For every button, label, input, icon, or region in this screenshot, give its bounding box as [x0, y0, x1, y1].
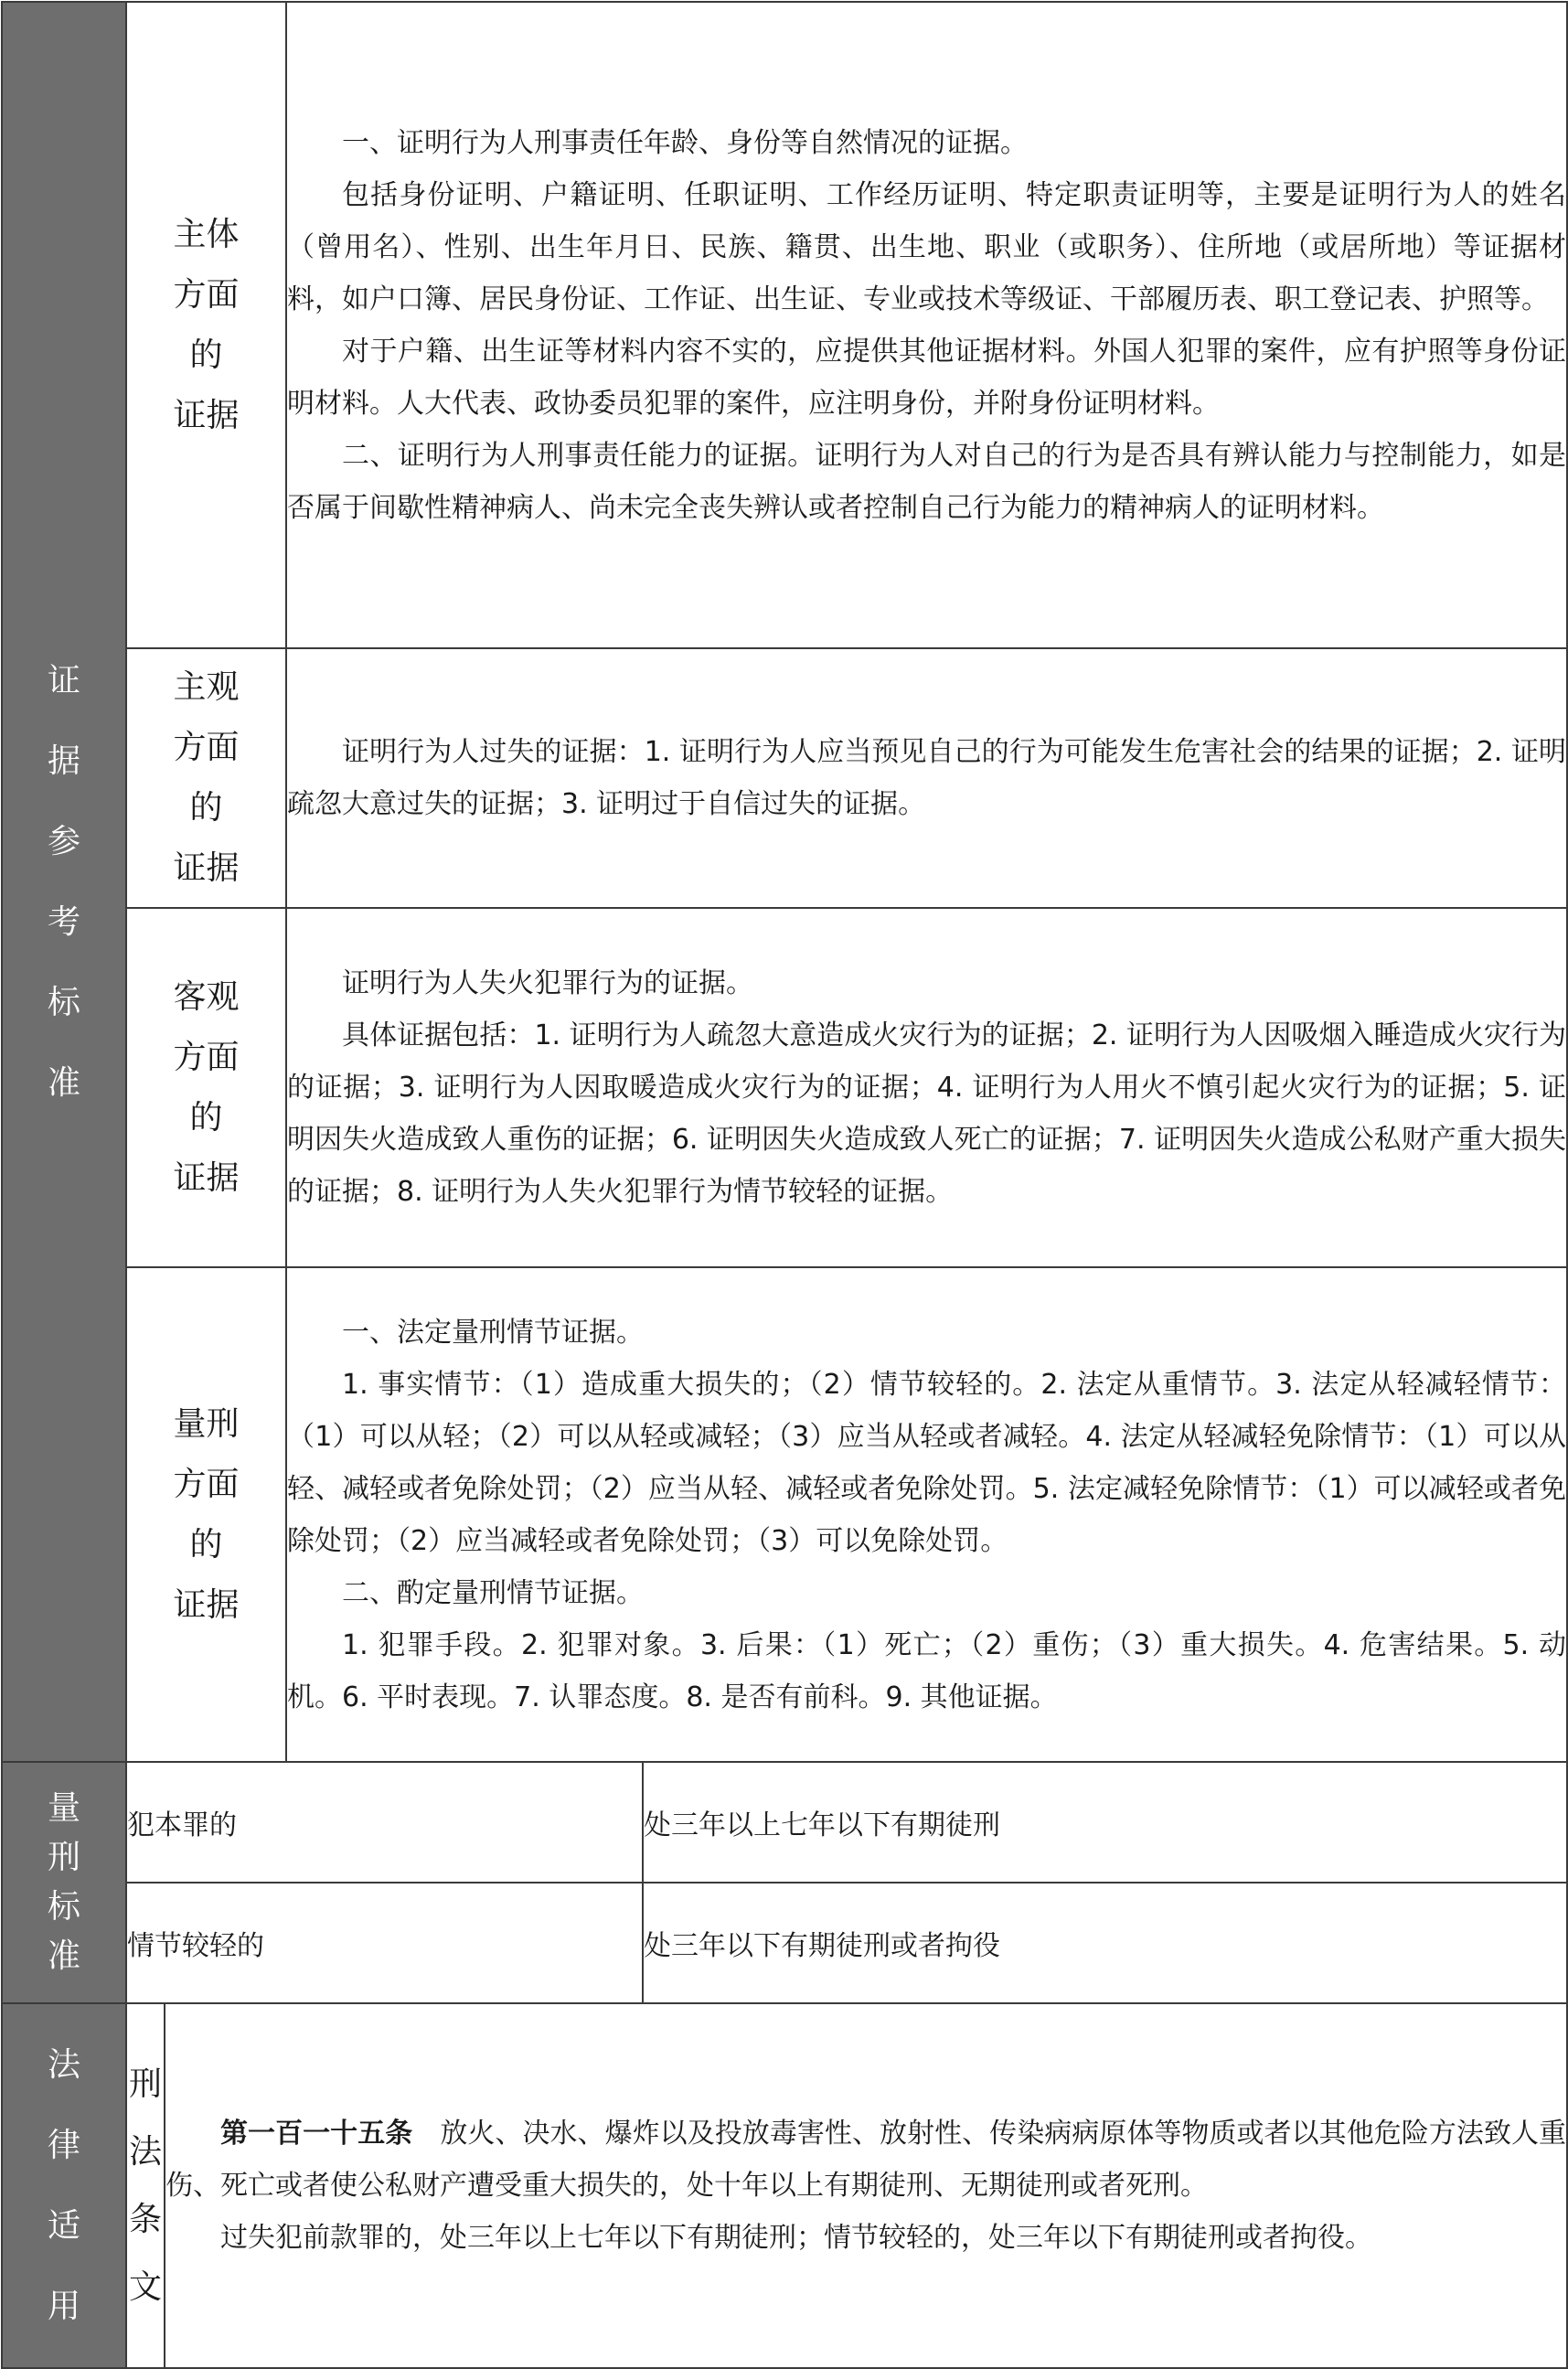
- sentencing-condition-cell: 犯本罪的: [126, 1762, 643, 1883]
- evidence-group-char: 据: [47, 742, 80, 780]
- label-line: 方面: [173, 275, 240, 314]
- label-line: 刑: [128, 2065, 162, 2103]
- subject-evidence-label: [126, 2, 286, 648]
- paragraph: 包括身份证明、户籍证明、任职证明、工作经历证明、特定职责证明等，主要是证明行为人的姓名（曾用名）、性别、出生年月日、民族、籍贯、出生地、职业（或职务）、住所地（或居所地）等证据材料，如户口簿、居民身份证、工作证、出生证、专业或技术等级证、干部履历表、职工登记表、护照等。: [287, 178, 1567, 315]
- evidence-standard-table: [1, 1, 1568, 2369]
- label-line: 法: [128, 2132, 162, 2171]
- evidence-group-char: 参: [47, 822, 80, 860]
- sentencing-evidence-label: [126, 1267, 286, 1762]
- article-paragraph: 过失犯前款罪的，处三年以上七年以下有期徒刑；情节较轻的，处三年以下有期徒刑或者拘役。: [220, 2222, 1372, 2254]
- label-line: 的: [189, 1525, 223, 1563]
- paragraph: 一、证明行为人刑事责任年龄、身份等自然情况的证据。: [342, 126, 1029, 159]
- article-paragraph: [165, 2108, 1566, 2212]
- criminal-law-article-label: [126, 2003, 165, 2368]
- paragraph: 具体证据包括：1. 证明行为人疏忽大意造成火灾行为的证据；2. 证明行为人因吸烟入睡造成火灾行为的证据；3. 证明行为人因取暖造成火灾行为的证据；4. 证明行为人用火不慎引起火灾行为的证据；5. 证明因失火造成致人重伤的证据；6. 证明因失火造成致人死亡的证据；7. 证明因失火造成公私财产重大损失的证据；8. 证明行为人失火犯罪行为情节较轻的证据。: [287, 1019, 1567, 1208]
- subjective-evidence-label: [126, 648, 286, 908]
- sentencing-group-char: 量: [47, 1789, 80, 1827]
- evidence-group-char: 考: [47, 902, 80, 941]
- sentencing-penalty-cell: 处三年以上七年以下有期徒刑: [643, 1762, 1567, 1883]
- law-group-char: 适: [47, 2206, 80, 2245]
- law-group-char: 法: [47, 2045, 80, 2084]
- subjective-evidence-content: [286, 648, 1567, 908]
- paragraph: 1. 事实情节：（1）造成重大损失的；（2）情节较轻的。2. 法定从重情节。3. 法定从轻减轻情节：（1）可以从轻；（2）可以从轻或减轻；（3）应当从轻或者减轻。4. 法定从轻减轻免除情节：（1）可以从轻、减轻或者免除处罚；（2）应当从轻、减轻或者免除处罚。5. 法定减轻免除情节：（1）可以减轻或者免除处罚；（2）应当减轻或者免除处罚；（3）可以免除处罚。: [287, 1368, 1567, 1557]
- paragraph: 证明行为人过失的证据：1. 证明行为人应当预见自己的行为可能发生危害社会的结果的证据；2. 证明疏忽大意过失的证据；3. 证明过于自信过失的证据。: [287, 736, 1567, 820]
- sentencing-group-char: 标: [47, 1888, 80, 1926]
- label-line: 主体: [173, 215, 240, 253]
- label-line: 方面: [173, 729, 240, 766]
- label-line: 方面: [173, 1038, 240, 1076]
- criminal-law-article-content: [165, 2003, 1567, 2368]
- subject-evidence-content: [286, 2, 1567, 648]
- sentencing-group-char: 刑: [47, 1839, 80, 1876]
- label-line: 条: [128, 2200, 162, 2238]
- sentencing-group-char: 准: [47, 1937, 80, 1975]
- paragraph: 证明行为人失火犯罪行为的证据。: [342, 967, 754, 999]
- sentencing-evidence-content: [286, 1267, 1567, 1762]
- label-line: 证据: [173, 849, 240, 887]
- label-line: 客观: [173, 977, 240, 1016]
- label-line: 证据: [173, 1585, 240, 1624]
- label-line: 主观: [173, 668, 240, 706]
- paragraph: 对于户籍、出生证等材料内容不实的，应提供其他证据材料。外国人犯罪的案件，应有护照等身份证明材料。人大代表、政协委员犯罪的案件，应注明身份，并附身份证明材料。: [287, 335, 1567, 420]
- law-group-char: 用: [47, 2287, 80, 2325]
- law-group-label: [2, 2003, 126, 2368]
- label-line: 文: [128, 2268, 162, 2306]
- paragraph: 二、证明行为人刑事责任能力的证据。证明行为人对自己的行为是否具有辨认能力与控制能力，如是否属于间歇性精神病人、尚未完全丧失辨认或者控制自己行为能力的精神病人的证明材料。: [287, 439, 1567, 524]
- label-line: 证据: [173, 1158, 240, 1197]
- objective-evidence-label: [126, 908, 286, 1267]
- label-line: 的: [189, 336, 223, 374]
- evidence-group-char: 证: [47, 661, 80, 699]
- paragraph: 一、法定量刑情节证据。: [342, 1316, 645, 1349]
- paragraph: 1. 犯罪手段。2. 犯罪对象。3. 后果：（1）死亡；（2）重伤；（3）重大损失。4. 危害结果。5. 动机。6. 平时表现。7. 认罪态度。8. 是否有前科。9. 其他证据。: [287, 1628, 1567, 1713]
- paragraph: 二、酌定量刑情节证据。: [342, 1576, 645, 1609]
- evidence-group-char: 标: [47, 983, 80, 1021]
- evidence-group-label: [2, 2, 126, 1762]
- evidence-group-char: 准: [47, 1063, 80, 1102]
- sentencing-group-label: [2, 1762, 126, 2003]
- sentencing-condition-cell: 情节较轻的: [126, 1883, 643, 2003]
- law-group-char: 律: [47, 2126, 80, 2164]
- article-title: 第一百一十五条: [220, 2118, 413, 2150]
- label-line: 的: [189, 789, 223, 827]
- objective-evidence-content: [286, 908, 1567, 1267]
- label-line: 方面: [173, 1465, 240, 1503]
- label-line: 证据: [173, 396, 240, 434]
- sentencing-penalty-cell: 处三年以下有期徒刑或者拘役: [643, 1883, 1567, 2003]
- article-text: 放火、决水、爆炸以及投放毒害性、放射性、传染病病原体等物质或者以其他危险方法致人重伤、死亡或者使公私财产遭受重大损失的，处十年以上有期徒刑、无期徒刑或者死刑。: [165, 2118, 1567, 2202]
- label-line: 量刑: [173, 1404, 240, 1443]
- label-line: 的: [189, 1098, 223, 1136]
